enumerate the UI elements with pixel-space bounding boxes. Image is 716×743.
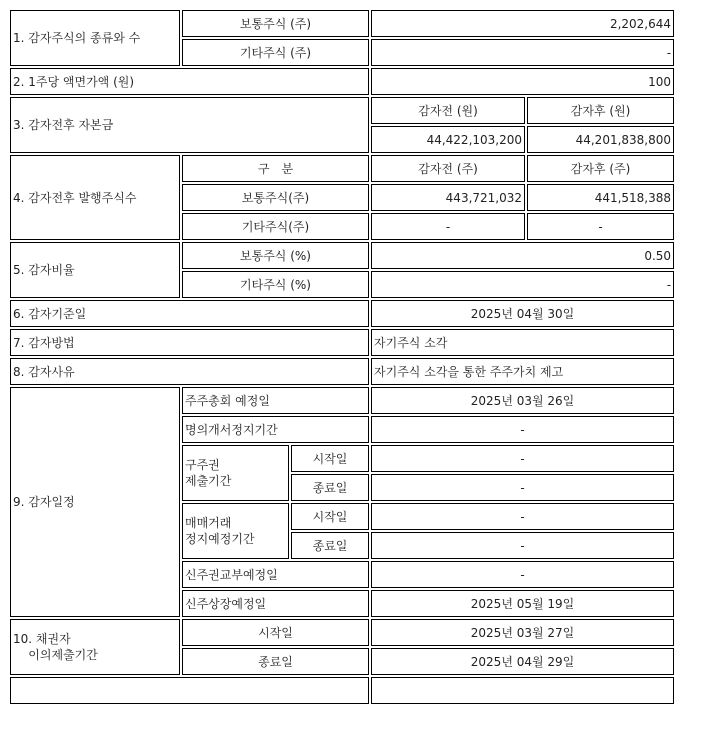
- ratio-other-value: -: [371, 271, 674, 298]
- submit-start-value: -: [371, 445, 674, 472]
- ratio-label: 5. 감자비율: [10, 242, 180, 298]
- division-header: 구 분: [182, 155, 369, 182]
- listing-label: 신주상장예정일: [182, 590, 369, 617]
- submit-end-label: 종료일: [291, 474, 369, 501]
- next-row-label-cell: [10, 677, 369, 704]
- delivery-value: -: [371, 561, 674, 588]
- record-date-label: 6. 감자기준일: [10, 300, 369, 327]
- listing-value: 2025년 05월 19일: [371, 590, 674, 617]
- capital-before-label: 감자전 (원): [371, 97, 525, 124]
- method-label: 7. 감자방법: [10, 329, 369, 356]
- capital-before-value: 44,422,103,200: [371, 126, 525, 153]
- creditor-end-value: 2025년 04월 29일: [371, 648, 674, 675]
- row-capital: [10, 97, 674, 124]
- capital-after-label: 감자후 (원): [527, 97, 674, 124]
- row-reason: [10, 358, 674, 385]
- ratio-other-label: 기타주식 (%): [182, 271, 369, 298]
- submit-end-value: -: [371, 474, 674, 501]
- issued-other-after: -: [527, 213, 674, 240]
- share-type-label: 1. 감자주식의 종류와 수: [10, 10, 180, 66]
- meeting-value: 2025년 03월 26일: [371, 387, 674, 414]
- other-shares-label: 기타주식 (주): [182, 39, 369, 66]
- submit-start-label: 시작일: [291, 445, 369, 472]
- method-value: 자기주식 소각: [371, 329, 674, 356]
- creditor-start-label: 시작일: [182, 619, 369, 646]
- reason-value: 자기주식 소각을 통한 주주가치 제고: [371, 358, 674, 385]
- common-shares-value: 2,202,644: [371, 10, 674, 37]
- issued-common-before: 443,721,032: [371, 184, 525, 211]
- row-ratio: [10, 242, 674, 269]
- row-issued-shares: [10, 155, 674, 182]
- issued-other-label: 기타주식(주): [182, 213, 369, 240]
- par-value-value: 100: [371, 68, 674, 95]
- reason-label: 8. 감자사유: [10, 358, 369, 385]
- row-next-partial: [10, 677, 674, 704]
- issued-shares-label: 4. 감자전후 발행주식수: [10, 155, 180, 240]
- schedule-label: 9. 감자일정: [10, 387, 180, 617]
- creditor-start-value: 2025년 03월 27일: [371, 619, 674, 646]
- delivery-label: 신주권교부예정일: [182, 561, 369, 588]
- halt-end-value: -: [371, 532, 674, 559]
- ratio-common-label: 보통주식 (%): [182, 242, 369, 269]
- creditor-objection-label: 10. 채권자 이의제출기간: [10, 619, 180, 675]
- next-row-value-cell: [371, 677, 674, 704]
- meeting-label: 주주총회 예정일: [182, 387, 369, 414]
- closure-label: 명의개서정지기간: [182, 416, 369, 443]
- record-date-value: 2025년 04월 30일: [371, 300, 674, 327]
- issued-common-after: 441,518,388: [527, 184, 674, 211]
- capital-after-value: 44,201,838,800: [527, 126, 674, 153]
- issued-other-before: -: [371, 213, 525, 240]
- halt-start-label: 시작일: [291, 503, 369, 530]
- row-share-type: [10, 10, 674, 37]
- issued-common-label: 보통주식(주): [182, 184, 369, 211]
- halt-end-label: 종료일: [291, 532, 369, 559]
- row-par-value: [10, 68, 674, 95]
- creditor-end-label: 종료일: [182, 648, 369, 675]
- halt-period-label: 매매거래 정지예정기간: [182, 503, 289, 559]
- issued-after-label: 감자후 (주): [527, 155, 674, 182]
- capital-reduction-table: [8, 8, 676, 706]
- row-method: [10, 329, 674, 356]
- other-shares-value: -: [371, 39, 674, 66]
- row-schedule-meeting: [10, 387, 674, 414]
- issued-before-label: 감자전 (주): [371, 155, 525, 182]
- row-record-date: [10, 300, 674, 327]
- halt-start-value: -: [371, 503, 674, 530]
- common-shares-label: 보통주식 (주): [182, 10, 369, 37]
- capital-label: 3. 감자전후 자본금: [10, 97, 369, 153]
- row-creditor-start: [10, 619, 674, 646]
- ratio-common-value: 0.50: [371, 242, 674, 269]
- submit-period-label: 구주권 제출기간: [182, 445, 289, 501]
- closure-value: -: [371, 416, 674, 443]
- par-value-label: 2. 1주당 액면가액 (원): [10, 68, 369, 95]
